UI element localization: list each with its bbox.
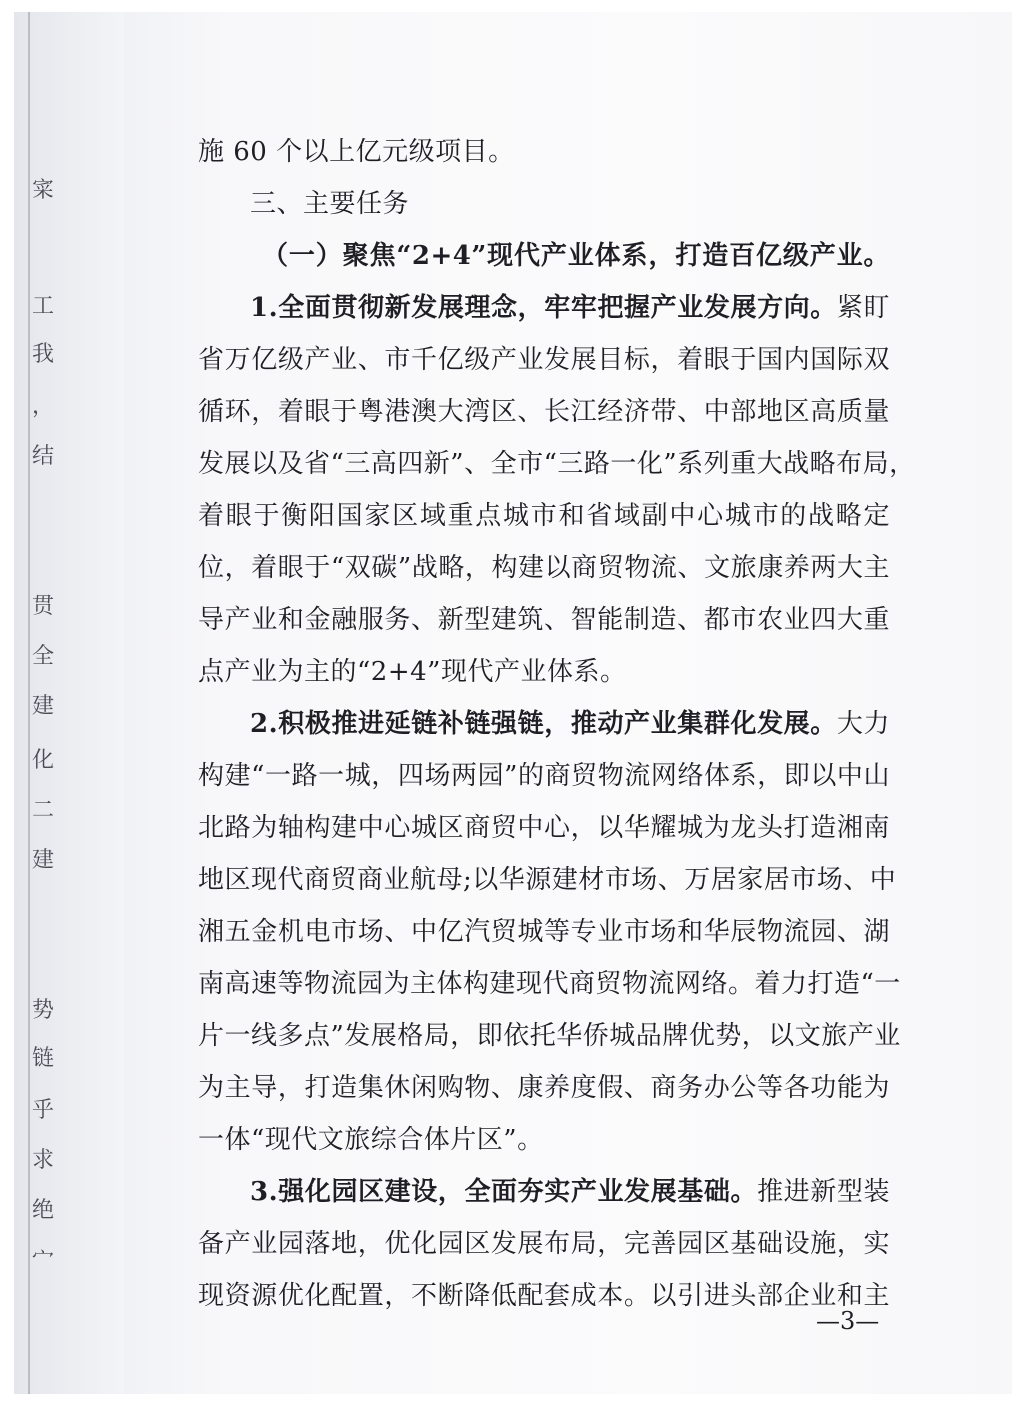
text-line: 构建“一路一城，四场两园”的商贸物流网络体系，即以中山 xyxy=(198,761,890,791)
text-line: 为主导，打造集休闲购物、康养度假、商务办公等各功能为 xyxy=(198,1073,890,1103)
margin-fragment: 贯 xyxy=(32,594,55,619)
text-line: 点产业为主的“2+4”现代产业体系。 xyxy=(198,657,627,687)
text-line: 现资源优化配置，不断降低配套成本。以引进头部企业和主 xyxy=(198,1281,890,1311)
paragraph-first-line xyxy=(250,282,890,334)
margin-fragment: 寀 xyxy=(32,178,55,203)
margin-fragment: 工 xyxy=(32,294,55,319)
margin-fragment: 乎 xyxy=(32,1098,55,1123)
margin-fragment: 建 xyxy=(32,694,55,719)
paragraph-first-line xyxy=(250,698,890,750)
text-line: 备产业园落地，优化园区发展布局，完善园区基础设施，实 xyxy=(198,1229,890,1259)
margin-fragment: 结 xyxy=(32,444,55,469)
text-line: 南高速等物流园为主体构建现代商贸物流网络。着力打造“一 xyxy=(198,969,901,999)
margin-fragment: 二 xyxy=(32,798,55,823)
paragraph-text: 紧盯 xyxy=(836,293,890,323)
paragraph-lead: 3.强化园区建设，全面夯实产业发展基础。 xyxy=(250,1177,758,1207)
paragraph-lead: 2.积极推进延链补链强链，推动产业集群化发展。 xyxy=(250,709,837,739)
paragraph-lead: 1.全面贯彻新发展理念，牢牢把握产业发展方向。 xyxy=(250,293,837,323)
text-line: 位，着眼于“双碳”战略，构建以商贸物流、文旅康养两大主 xyxy=(198,553,890,583)
text-line: 发展以及省“三高四新”、全市“三路一化”系列重大战略布局， xyxy=(198,449,916,479)
section-heading: 三、主要任务 xyxy=(250,189,410,219)
margin-fragment: 势 xyxy=(32,998,55,1023)
paragraph-text: 大力 xyxy=(836,709,890,739)
text-line: 着眼于衡阳国家区域重点城市和省域副中心城市的战略定 xyxy=(198,501,890,531)
subsection-heading: （一）聚焦“2+4”现代产业体系，打造百亿级产业。 xyxy=(262,241,890,271)
text-line: 省万亿级产业、市千亿级产业发展目标，着眼于国内国际双 xyxy=(198,345,890,375)
margin-fragment: 绝 xyxy=(32,1198,55,1223)
text-line: 北路为轴构建中心城区商贸中心，以华耀城为龙头打造湘南 xyxy=(198,813,890,843)
binding-edge xyxy=(28,12,30,1394)
margin-fragment: 化 xyxy=(32,748,55,773)
margin-fragment: 链 xyxy=(32,1046,55,1071)
page-number: —3— xyxy=(816,1307,880,1335)
previous-page-edge xyxy=(14,12,124,1394)
paragraph-text: 推进新型装 xyxy=(757,1177,890,1207)
margin-fragment: 我 xyxy=(32,342,55,367)
text-line: 导产业和金融服务、新型建筑、智能制造、都市农业四大重 xyxy=(198,605,890,635)
paragraph-first-line xyxy=(250,1166,890,1218)
text-line: 施 60 个以上亿元级项目。 xyxy=(198,137,515,167)
text-line: 循环，着眼于粤港澳大湾区、长江经济带、中部地区高质量 xyxy=(198,397,890,427)
margin-fragment: ， xyxy=(32,394,55,419)
text-line: 片一线多点”发展格局，即依托华侨城品牌优势，以文旅产业 xyxy=(198,1021,901,1051)
text-line: 一体“现代文旅综合体片区”。 xyxy=(198,1125,544,1155)
text-line: 地区现代商贸商业航母;以华源建材市场、万居家居市场、中 xyxy=(198,865,897,895)
margin-fragment: 建 xyxy=(32,848,55,873)
margin-fragment: 全 xyxy=(32,644,55,669)
margin-fragment: 宀 xyxy=(32,1248,55,1273)
text-line: 湘五金机电市场、中亿汽贸城等专业市场和华辰物流园、湖 xyxy=(198,917,890,947)
margin-fragment: 求 xyxy=(32,1148,55,1173)
